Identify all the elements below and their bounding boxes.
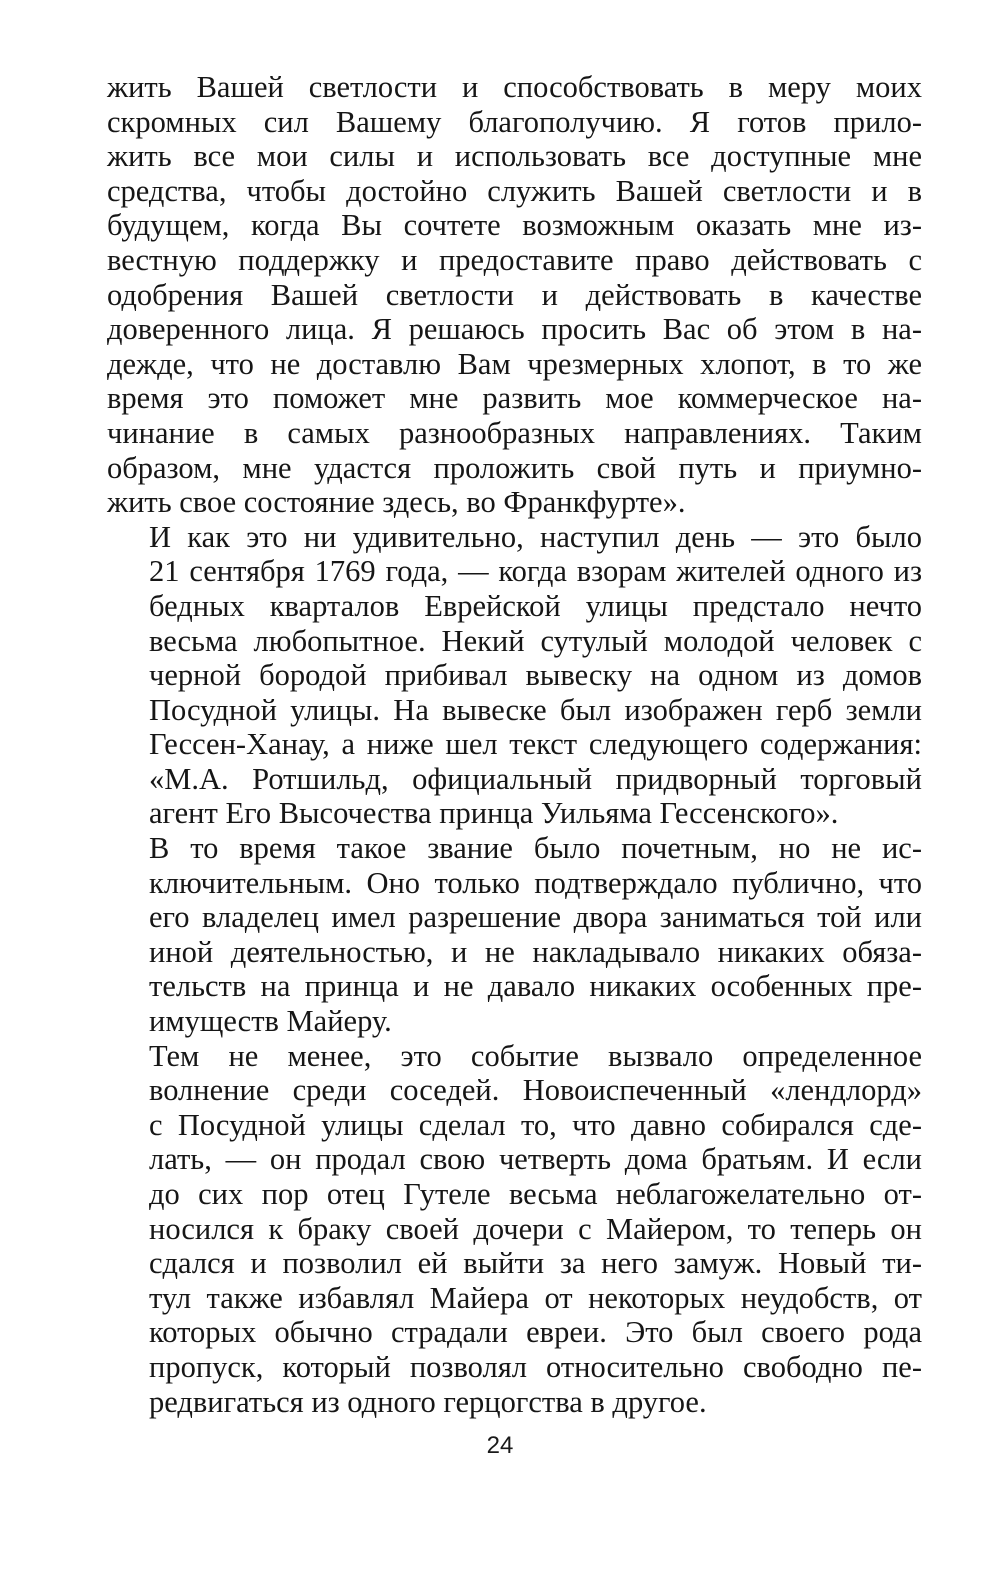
text-line: сдался и позволил ей выйти за него замуж. Новый ти- <box>149 1246 922 1281</box>
text-line: доверенного лица. Я решаюсь просить Вас об этом в на- <box>107 312 922 347</box>
text-line: Посудной улицы. На вывеске был изображен герб земли <box>149 692 922 727</box>
paragraph <box>107 520 922 831</box>
text-line: жить свое состояние здесь, во Франкфурте». <box>107 485 686 520</box>
body-text <box>107 70 922 1419</box>
text-line: В то время такое звание было почетным, но не ис- <box>149 831 922 866</box>
text-line: его владелец имел разрешение двора заниматься той или <box>149 900 922 935</box>
text-line: время это поможет мне развить мое коммерческое на- <box>107 381 922 416</box>
text-line: образом, мне удастся проложить свой путь и приумно- <box>107 450 922 485</box>
text-line: тул также избавлял Майера от некоторых неудобств, от <box>149 1280 922 1315</box>
text-line: до сих пор отец Гутеле весьма неблагожелательно от- <box>149 1177 922 1211</box>
text-line: будущем, когда Вы сочтете возможным оказать мне из- <box>107 208 922 243</box>
text-line: одобрения Вашей светлости и действовать в качестве <box>107 277 922 312</box>
text-line: тельств на принца и не давало никаких особенных пре- <box>149 969 922 1004</box>
paragraph <box>107 1039 922 1420</box>
text-line: жить все мои силы и использовать все доступные мне <box>107 139 922 174</box>
text-line: 21 сентября 1769 года, — когда взорам жителей одного из <box>149 554 922 589</box>
text-line: Гессен-Ханау, а ниже шел текст следующего содержания: <box>149 727 922 762</box>
text-line: Тем не менее, это событие вызвало определенное <box>149 1038 922 1073</box>
text-line: редвигаться из одного герцогства в другое. <box>149 1384 707 1419</box>
text-line: волнение среди соседей. Новоиспеченный «лендлорд» <box>149 1073 922 1108</box>
text-line: весьма любопытное. Некий сутулый молодой человек с <box>149 623 922 658</box>
text-line: скромных сил Вашему благополучию. Я готов прило- <box>107 104 922 139</box>
paragraph <box>107 831 922 1039</box>
text-line: дежде, что не доставлю Вам чрезмерных хлопот, в то же <box>107 346 922 381</box>
page-number: 24 <box>486 1432 514 1459</box>
text-line: чинание в самых разнообразных направлениях. Таким <box>107 415 922 450</box>
text-line: «М.А. Ротшильд, официальный придворный торговый <box>149 761 922 796</box>
text-line: черной бородой прибивал вывеску на одном из домов <box>149 658 922 693</box>
paragraph <box>107 70 922 520</box>
text-line: лать, — он продал свою четверть дома братьям. И если <box>149 1142 922 1177</box>
text-line: пропуск, который позволял относительно свободно пе- <box>149 1349 922 1384</box>
text-line: жить Вашей светлости и способствовать в меру моих <box>107 70 922 104</box>
text-line: иной деятельностью, и не накладывало никаких обяза- <box>149 934 922 969</box>
text-line: ключительным. Оно только подтверждало публично, что <box>149 865 922 900</box>
text-line: средства, чтобы достойно служить Вашей светлости и в <box>107 173 922 208</box>
text-line: носился к браку своей дочери с Майером, то теперь он <box>149 1211 922 1246</box>
text-line: вестную поддержку и предоставите право действовать с <box>107 242 922 277</box>
text-line: агент Его Высочества принца Уильяма Гессенского». <box>149 796 839 831</box>
text-line: которых обычно страдали евреи. Это был своего рода <box>149 1315 922 1350</box>
text-line: имуществ Майеру. <box>149 1004 392 1039</box>
text-line: с Посудной улицы сделал то, что давно собирался сде- <box>149 1107 922 1142</box>
text-line: И как это ни удивительно, наступил день — это было <box>149 519 922 554</box>
text-line: бедных кварталов Еврейской улицы предстало нечто <box>149 588 922 623</box>
